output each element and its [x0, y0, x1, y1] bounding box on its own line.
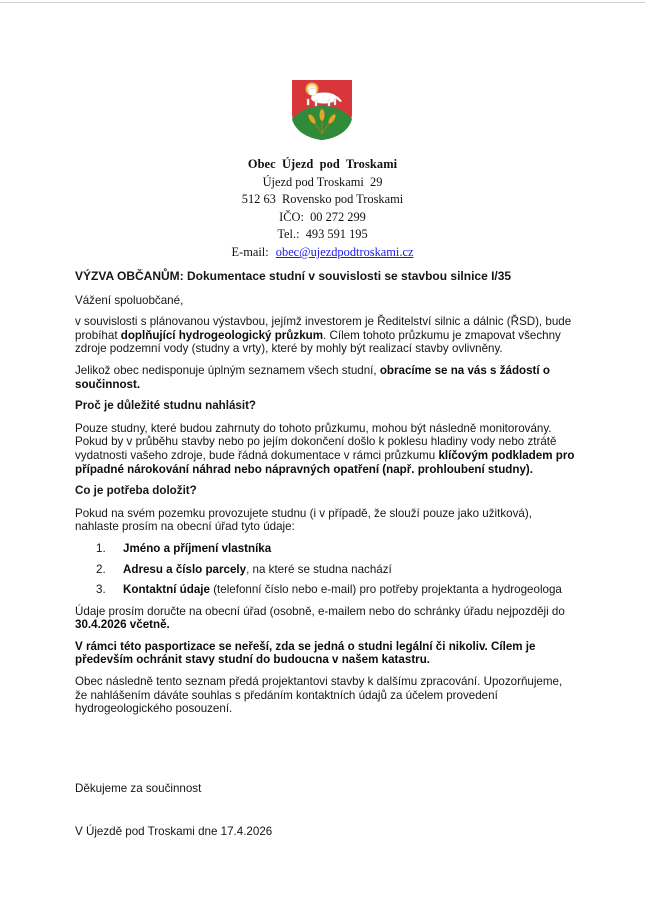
ico: IČO: 00 272 299	[279, 209, 366, 224]
list-rest: , na které se studna nachází	[246, 562, 392, 576]
intro-text-2: . Cílem tohoto průzkumu je zmapovat všechny zdroje podzemní vody (studny a vrty), které by mohly být realizací stavby ovlivněny.	[75, 328, 561, 356]
deadline-text: Údaje prosím doručte na obecní úřad (osobně, e-mailem nebo do schránky úřadu nejpozději do	[75, 604, 565, 618]
document-body	[75, 270, 575, 724]
letterhead	[160, 156, 485, 262]
list-bold: Adresu a číslo parcely	[123, 562, 247, 576]
list-rest: (telefonní číslo nebo e-mail) pro potřeby projektanta a hydrogeologa	[209, 583, 562, 597]
list-item	[75, 583, 575, 597]
document-title: VÝZVA OBČANŮM: Dokumentace studní v souvislosti se stavbou silnice I/35	[75, 269, 512, 283]
org-name: Obec Újezd pod Troskami	[247, 157, 398, 171]
list-item	[75, 563, 575, 577]
greeting: Vážení spoluobčané,	[75, 293, 184, 307]
requirements-list	[75, 542, 575, 597]
deadline-paragraph	[75, 605, 575, 632]
address-line-1: Újezd pod Troskami 29	[262, 174, 383, 189]
email-link[interactable]: obec@ujezdpodtroskami.cz	[275, 244, 414, 259]
why-text: Pouze studny, které budou zahrnuty do tohoto průzkumu, mohou být následně monitorovány. Pokud by v průběhu stavby nebo po jejím dokončení došlo k poklesu hladiny vody nebo ztrátě vydatnosti vašeho zdroje, bude řádná dokumentace v rámci průzkumu	[75, 421, 557, 462]
list-number: 2.	[96, 562, 106, 576]
intro-paragraph	[75, 315, 575, 356]
deadline-bold: 30.4.2026 včetně.	[75, 618, 170, 632]
request-text: Jelikož obec nedisponuje úplným seznamem všech studní,	[75, 363, 380, 377]
intro-bold: doplňující hydrogeologický průzkum	[120, 328, 324, 342]
request-paragraph	[75, 364, 575, 391]
thanks-line: Děkujeme za součinnost	[75, 782, 202, 795]
list-bold: Kontaktní údaje	[123, 583, 210, 597]
why-heading: Proč je důležité studnu nahlásit?	[75, 399, 257, 413]
coat-of-arms-icon	[291, 79, 353, 141]
note-bold: V rámci této pasportizace se neřeší, zda se jedná o studni legální či nikoliv. Cílem je především ochránit stavy studní do budoucna v našem katastru.	[75, 639, 536, 667]
list-bold: Jméno a příjmení vlastníka	[123, 541, 272, 555]
list-number: 3.	[96, 583, 106, 597]
closing-info-paragraph: Obec následně tento seznam předá projektantovi stavby k dalšímu zpracování. Upozorňujeme, že nahlášením dáváte souhlas s předáním kontaktních údajů za účelem provedení hydrogeologického posouzení.	[75, 675, 563, 716]
intro-text-1: v souvislosti s plánovanou výstavbou, jejímž investorem je Ředitelství silnic a dálnic (ŘSD), bude probíhat	[75, 315, 572, 342]
request-bold: obracíme se na vás s žádostí o součinnost.	[75, 363, 550, 391]
what-paragraph: Pokud na svém pozemku provozujete studnu (i v případě, že slouží pouze jako užitková), nahlaste prosím na obecní úřad tyto údaje:	[75, 506, 532, 534]
why-bold: klíčovým podkladem pro případné nárokování náhrad nebo nápravných opatření (např. prohloubení studny).	[75, 448, 575, 476]
email-label: E-mail:	[231, 244, 269, 259]
signoff-line: V Újezdě pod Troskami dne 17.4.2026	[75, 825, 273, 838]
list-number: 1.	[96, 541, 106, 555]
list-text	[123, 563, 575, 577]
why-paragraph	[75, 422, 575, 476]
address-line-2: 512 63 Rovensko pod Troskami	[241, 192, 404, 207]
list-text	[123, 542, 575, 556]
note-paragraph	[75, 640, 575, 667]
what-heading: Co je potřeba doložit?	[75, 484, 197, 498]
email-row	[160, 244, 485, 262]
list-text	[123, 583, 575, 597]
list-item	[75, 542, 575, 556]
telephone: Tel.: 493 591 195	[277, 227, 368, 242]
